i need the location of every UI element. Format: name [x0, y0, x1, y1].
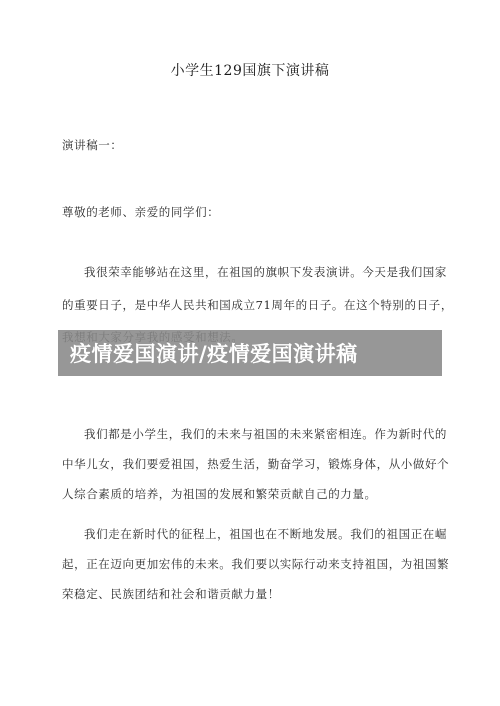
paragraph-3-line-2: 起，正在迈向更加宏伟的未来。我们要以实际行动来支持祖国，为祖国繁: [62, 557, 450, 571]
title-banner: [58, 330, 442, 376]
paragraph-2-line-3: 人综合素质的培养，为祖国的发展和繁荣贡献自己的力量。: [62, 487, 377, 501]
paragraph-3-line-1: 我们走在新时代的征程上，祖国也在不断地发展。我们的祖国正在崛: [84, 527, 447, 541]
section-label: 演讲稿一：: [62, 138, 123, 152]
paragraph-2-line-1: 我们都是小学生，我们的未来与祖国的未来紧密相连。作为新时代的: [84, 427, 447, 441]
document-title: 小学生129国旗下演讲稿: [170, 63, 330, 79]
paragraph-1-line-2: 的重要日子，是中华人民共和国成立71周年的日子。在这个特别的日子，: [62, 298, 453, 312]
banner-title: 疫情爱国演讲/疫情爱国演讲稿: [70, 342, 358, 366]
paragraph-1-line-1: 我很荣幸能够站在这里，在祖国的旗帜下发表演讲。今天是我们国家: [84, 265, 447, 279]
paragraph-3-line-3: 荣稳定、民族团结和社会和谐贡献力量！: [62, 587, 280, 601]
paragraph-2-line-2: 中华儿女，我们要爱祖国，热爱生活，勤奋学习，锻炼身体，从小做好个: [62, 457, 450, 471]
salutation: 尊敬的老师、亲爱的同学们：: [62, 205, 220, 219]
